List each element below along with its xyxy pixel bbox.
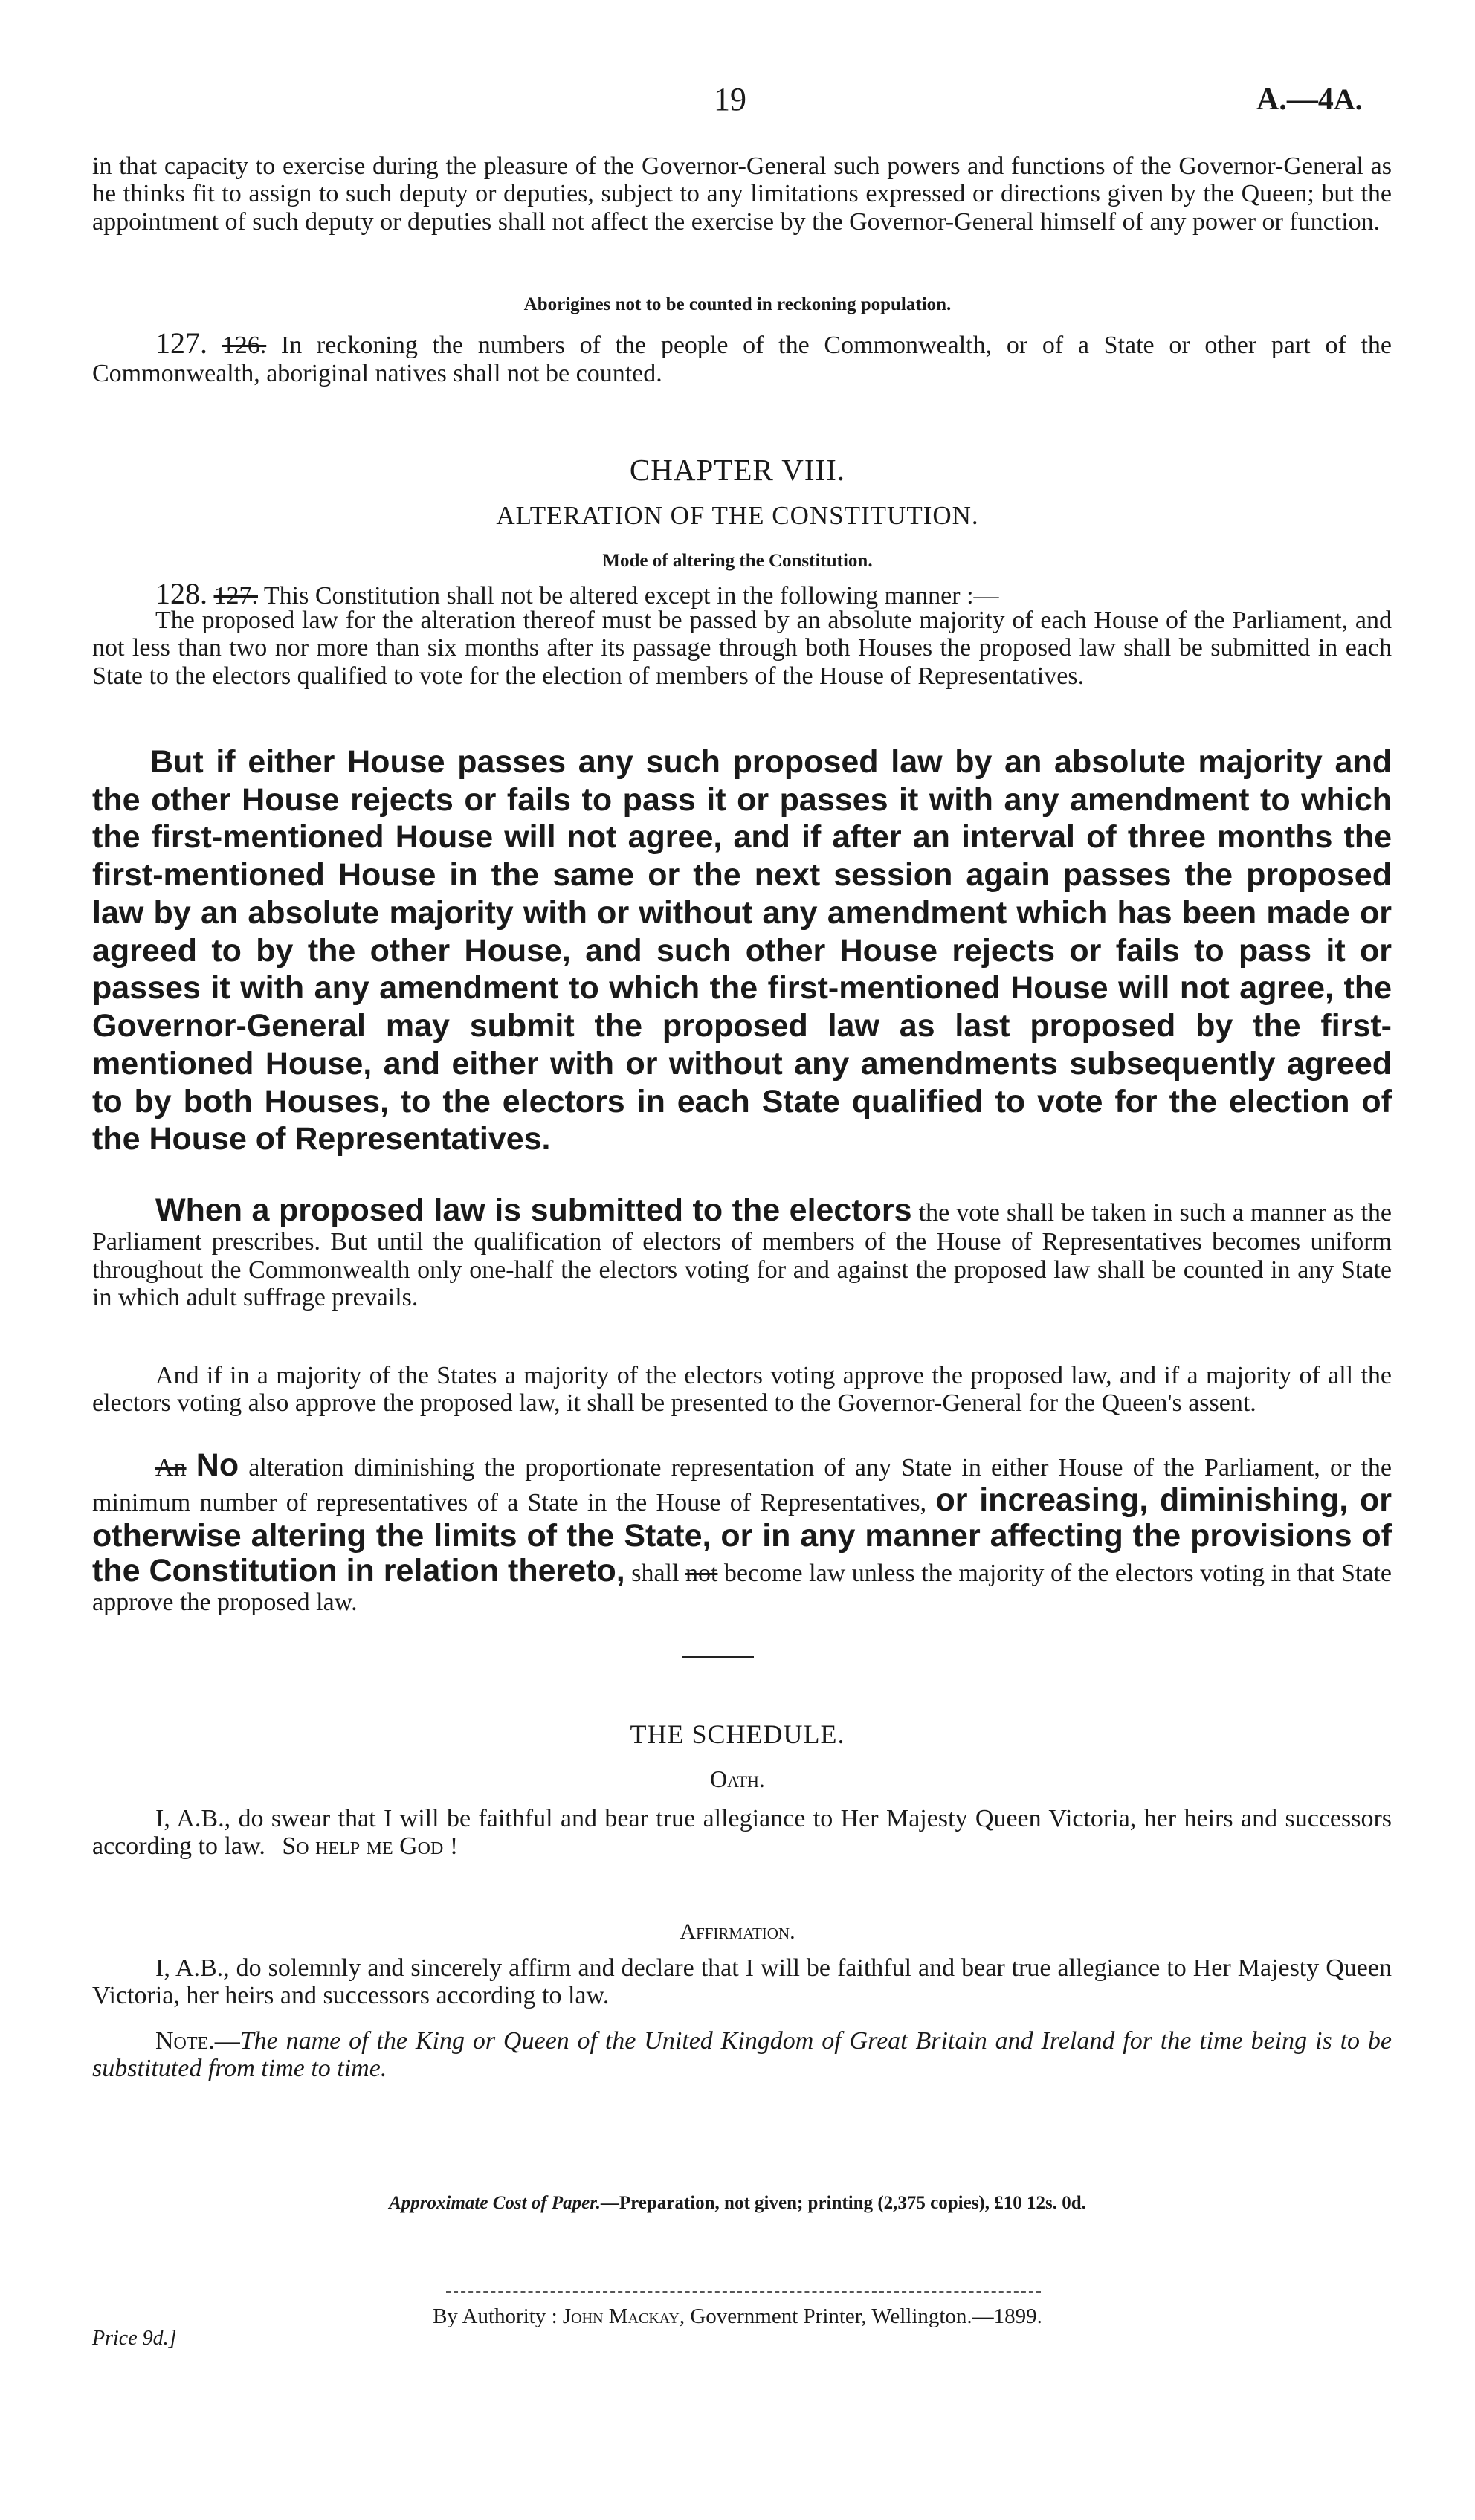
section-128-intro-text: This Constitution shall not be altered except in the following manner :—: [263, 582, 999, 610]
section-128-para-1: The proposed law for the alteration thereof must be passed by an absolute majority of each House of the Parliament, and not less than two nor more than six months after its passage through both Houses the proposed law shall be submitted in each State to the electors qualified to vote for the election of members of the House of Representatives.: [92, 607, 1392, 690]
section-128-number: 128.: [155, 577, 207, 610]
printer-details: Government Printer, Wellington.—1899.: [690, 2304, 1042, 2328]
section-128-para-5-text-a: alteration diminishing the proportionate representation of any State in either House of the Parliament, or the minimum number of representatives of a State in the House of Representatives,: [92, 1454, 1392, 1517]
section-128-struck-not: not: [685, 1559, 718, 1587]
opening-paragraph: in that capacity to exercise during the pleasure of the Governor-General such powers and functions of the Governor-General as he thinks fit to assign to such deputy or deputies, subject to any limitations expressed or directions given by the Queen; but the appointment of such deputy or deputies shall not affect the exercise by the Governor-General himself of any power or function.: [92, 152, 1392, 236]
section-128-para-3: [92, 1193, 1392, 1311]
page-number: 19: [714, 81, 746, 117]
section-128-para-5-text-b2: become law unless the majority of the electors voting in that State approve the proposed law.: [92, 1559, 1392, 1617]
section-127: [92, 327, 1392, 387]
section-127-marginal-note: Aborigines not to be counted in reckoning population.: [523, 294, 952, 314]
section-127-number: 127.: [155, 326, 207, 360]
section-127-old-number: 126.: [222, 332, 267, 359]
section-128-para-5-text-b1: shall: [631, 1559, 680, 1587]
section-128-inserted-word: No: [196, 1447, 239, 1483]
section-128-old-number: 127.: [213, 582, 258, 610]
document-reference: [1256, 82, 1363, 117]
cost-label: Approximate Cost of Paper.: [389, 2193, 601, 2213]
document-reference-prefix: A.—4: [1256, 83, 1334, 117]
note-label: Note.—: [155, 2027, 240, 2055]
affirmation-text: I, A.B., do solemnly and sincerely affirm and declare that I will be faithful and bear true allegiance to Her Majesty Queen Victoria, her heirs and successors according to law.: [92, 1954, 1392, 2010]
section-128-struck-word: An: [155, 1454, 187, 1482]
section-128-intro: [92, 578, 1392, 610]
authority-label: By Authority :: [433, 2304, 558, 2328]
chapter-subtitle: ALTERATION OF THE CONSTITUTION.: [496, 501, 979, 530]
chapter-title: CHAPTER VIII.: [629, 453, 846, 487]
section-127-text: In reckoning the numbers of the people of the Commonwealth, or of a State or other part of the Commonwealth, aboriginal natives shall not be counted.: [92, 332, 1392, 387]
oath-heading: Oath.: [710, 1765, 765, 1792]
section-divider: [682, 1656, 754, 1658]
printer-name: John Mackay,: [562, 2304, 685, 2328]
printer-authority: [0, 2304, 1475, 2329]
footer-divider: [446, 2291, 1041, 2293]
section-128-para-5: [92, 1448, 1392, 1617]
section-128-para-3-bold: When a proposed law is submitted to the electors: [155, 1192, 912, 1228]
schedule-title: THE SCHEDULE.: [630, 1719, 845, 1749]
oath-body: I, A.B., do swear that I will be faithful and bear true allegiance to Her Majesty Queen Victoria, her heirs and successors according to law.: [92, 1805, 1392, 1861]
cost-text: —Preparation, not given; printing (2,375 copies), £10 12s. 0d.: [600, 2193, 1086, 2213]
price: Price 9d.]: [92, 2327, 177, 2350]
section-128-para-3-text: the vote shall be taken in such a manner as the Parliament prescribes. But until the qualification of electors of members of the House of Representatives becomes uniform throughout the Commonwealth only one-half the electors voting for and against the proposed law shall be counted in any State in which adult suffrage prevails.: [92, 1199, 1392, 1312]
oath-closing: So help me God !: [282, 1832, 459, 1861]
section-128-para-5-bold: or increasing, diminishing, or otherwise altering the limits of the State, or in any manner affecting the provisions of the Constitution in relation thereto,: [92, 1482, 1392, 1589]
document-reference-suffix: A.: [1333, 83, 1363, 116]
section-128-para-4: And if in a majority of the States a majority of the electors voting approve the proposed law, and if a majority of all the electors voting also approve the proposed law, it shall be presented to the Governor-General for the Queen's assent.: [92, 1362, 1392, 1418]
note-text: The name of the King or Queen of the United Kingdom of Great Britain and Ireland for the time being is to be substituted from time to time.: [92, 2027, 1392, 2083]
section-128-amendment-paragraph: But if either House passes any such proposed law by an absolute majority and the other House rejects or fails to pass it or passes it with any amendment to which the first-mentioned House will not agree, and if after an interval of three months the first-mentioned House in the same or the next session again passes the proposed law by an absolute majority with or without any amendment which has been made or agreed to by the other House, and such other House rejects or fails to pass it or passes it with any amendment to which the first-mentioned House will not agree, the Governor-General may submit the proposed law as last proposed by the first-mentioned House, and either with or without any amendments subsequently agreed to by both Houses, to the electors in each State qualified to vote for the election of the House of Representatives.: [92, 744, 1392, 1157]
cost-of-paper: [0, 2193, 1475, 2214]
oath-text: [92, 1805, 1392, 1861]
affirmation-heading: Affirmation.: [680, 1919, 795, 1944]
section-128-marginal-note: Mode of altering the Constitution.: [602, 551, 873, 571]
schedule-note: [92, 2027, 1392, 2083]
